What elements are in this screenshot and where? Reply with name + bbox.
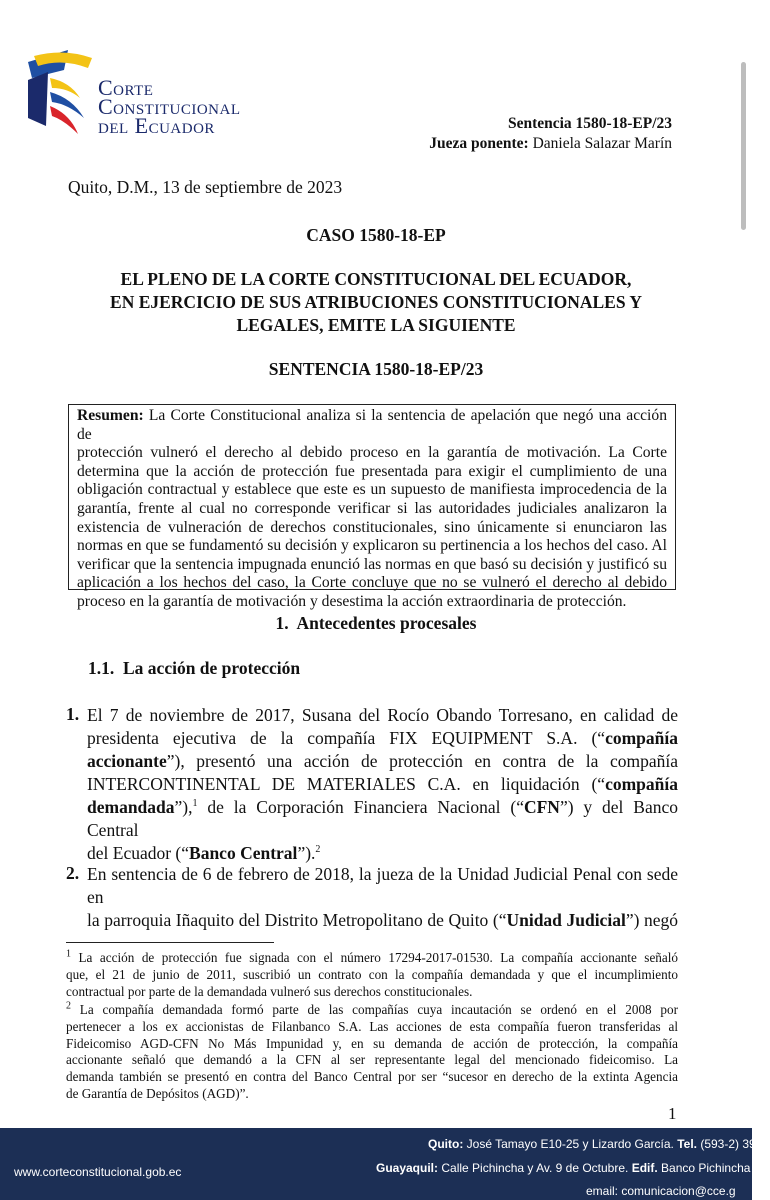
summary-line: existencia de vulneración de derechos constitucionales, sino únicamente si enunciaron las — [77, 518, 667, 536]
footer-email[interactable]: email: comunicacion@cce.g — [586, 1184, 736, 1198]
summary-line: normas en que se fundamentó su decisión y explicaron su pertinencia a los hechos del caso. Al — [77, 537, 667, 555]
case-title: CASO 1580-18-EP — [306, 225, 446, 245]
footer-bar — [0, 1128, 770, 1200]
plenary-heading — [0, 268, 752, 337]
footnote-separator — [66, 942, 274, 943]
summary-line: proceso en la garantía de motivación y desestima la acción extraordinaria de protección. — [77, 592, 627, 610]
summary-line: verificar que la sentencia impugnada enunció las normas en que basó su decisión y justificó su — [77, 555, 667, 573]
plenary-line-2: EN EJERCICIO DE SUS ATRIBUCIONES CONSTITUCIONALES Y — [110, 292, 642, 312]
section-heading-1: 1. Antecedentes procesales — [275, 613, 477, 633]
footnote-ref-2[interactable]: 2 — [315, 844, 321, 856]
footer-guayaquil: Guayaquil: Calle Pichincha y Av. 9 de Octubre. Edif. Banco Pichincha 6to — [376, 1161, 770, 1175]
judge-label: Jueza ponente: — [429, 135, 529, 152]
footer-website[interactable]: www.corteconstitucional.gob.ec — [14, 1165, 182, 1179]
page-number: 1 — [668, 1104, 677, 1123]
document-header — [429, 114, 672, 154]
paragraph-number: 1. — [66, 704, 80, 724]
summary-box — [68, 404, 676, 610]
date-line: Quito, D.M., 13 de septiembre de 2023 — [68, 177, 343, 197]
sentence-title: SENTENCIA 1580-18-EP/23 — [268, 359, 484, 379]
court-logo — [24, 48, 264, 148]
summary-line: aplicación a los hechos del caso, la Corte concluye que no se vulneró el derecho al debido — [77, 574, 667, 592]
summary-line: protección vulneró el derecho al debido proceso en la garantía de motivación. La Corte — [77, 444, 667, 462]
plenary-line-1: EL PLENO DE LA CORTE CONSTITUCIONAL DEL ECUADOR, — [120, 269, 632, 289]
plenary-line-3: LEGALES, EMITE LA SIGUIENTE — [236, 315, 516, 335]
summary-label: Resumen: — [77, 407, 144, 424]
summary-line: obligación contractual y establece que este es un supuesto de manifiesta improcedencia de la — [77, 481, 667, 499]
court-emblem-icon — [24, 48, 98, 142]
sentence-id: Sentencia 1580-18-EP/23 — [507, 115, 672, 132]
logo-line-2: Constitucional — [98, 94, 241, 119]
summary-line: Resumen: La Corte Constitucional analiza si la sentencia de apelación que negó una acción de — [77, 407, 667, 443]
logo-line-3: del Ecuador — [98, 113, 215, 138]
footnote-2: $^2$ La compañía demandada formó parte de las compañías cuya incautación se ordenó en el 2008 por pertenecer a los ex accionistas de Filanbanco S.A. Las acciones de esta compañía fueron transferidas al Fideicomiso AGD-CFN No Más Impunidad y, en su demanda de acción de protección, la compañía accionante señaló que demandó a la CFN al ser representante legal del mencionado fideicomiso. La demanda también se presentó en contra del Banco Central por ser “sucesor en derecho de la extinta Agencia de Garantía de Depósitos (AGD)”. — [66, 1000, 678, 1101]
paragraph-2: En sentencia de 6 de febrero de 2018, la jueza de la Unidad Judicial Penal con sede en la parroquia Iñaquito del Distrito Metropolitano de Quito (“Unidad Judicial”) negó — [87, 864, 678, 930]
paragraph-1: El 7 de noviembre de 2017, Susana del Rocío Obando Torresano, en calidad de presidenta ejecutiva de la compañía FIX EQUIPMENT S.A. (“compañía accionante”), presentó una acción de protección en contra de la compañía INTERCONTINENTAL DE MATERIALES C.A. en liquidación (“compañía demandada”),$^1$ de la Corporación Financiera Nacional (“CFN”) y del Banco Central del Ecuador (“Banco Central”).$^2$ — [87, 705, 678, 863]
summary-line: determina que la acción de protección fue presentada para exigir el cumplimiento de una — [77, 462, 667, 480]
footnote-1: $^1$ La acción de protección fue signada con el número 17294-2017-01530. La compañía accionante señaló que, el 21 de junio de 2011, suscribió un contrato con la compañía demandada y que el incumplimiento contractual por parte de la demandada vulneró sus derechos constitucionales. — [66, 948, 678, 999]
summary-line: garantía, frente al cual no corresponde verificar si las autoridades judiciales analizaron la — [77, 499, 667, 517]
judge-name: Daniela Salazar Marín — [532, 135, 672, 152]
footer-quito: Quito: José Tamayo E10-25 y Lizardo García. Tel. (593-2) 394- — [428, 1137, 767, 1151]
logo-line-1: Corte — [98, 75, 154, 100]
judge-line — [429, 134, 672, 154]
scrollbar-thumb[interactable] — [741, 62, 746, 230]
footnote-ref-1[interactable]: 1 — [192, 798, 198, 810]
section-heading-1-1: 1.1. La acción de protección — [88, 658, 301, 678]
paragraph-number: 2. — [66, 863, 80, 883]
